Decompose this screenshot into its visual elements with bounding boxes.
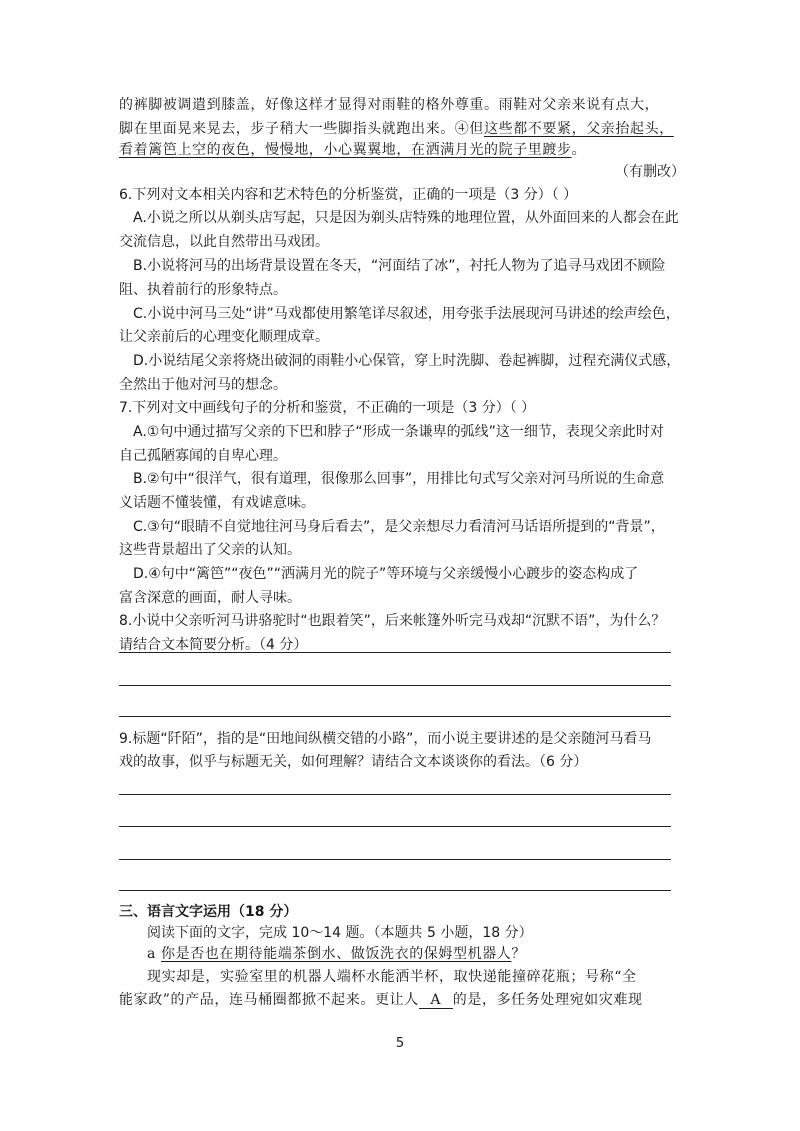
q9-answer-line-2[interactable] xyxy=(119,826,671,827)
q6-stem: 6.下列对文本相关内容和艺术特色的分析鉴赏，正确的一项是（3 分）（ ） xyxy=(119,187,578,203)
passage-line-2-text: 脚在里面晃来晃去，步子稍大一些脚指头就跑出来。④但 xyxy=(119,121,484,137)
q7-option-a-1: A.①句中通过描写父亲的下巴和脖子“形成一条谦卑的弧线”这一细节，表现父亲此时对 xyxy=(133,424,664,440)
q6-option-c-1: C.小说中河马三处“讲”马戏都使用繁笔详尽叙述，用夸张手法展现河马讲述的绘声绘色， xyxy=(133,306,680,322)
q6-option-a-2: 交流信息，以此自然带出马戏团。 xyxy=(119,234,329,250)
q7-option-b-2: 义话题不懂装懂，有戏谑意味。 xyxy=(119,495,315,511)
q7-stem: 7.下列对文中画线句子的分析和鉴赏，不正确的一项是（3 分）（ ） xyxy=(119,400,536,416)
q6-option-b-2: 阻、执着前行的形象特点。 xyxy=(119,282,287,298)
line-c-post: 的是，多任务处理宛如灾难现 xyxy=(452,992,643,1008)
section-3-intro: 阅读下面的文字，完成 10～14 题。（本题共 5 小题，18 分） xyxy=(147,925,533,941)
q9-stem-line-1: 9.标题“阡陌”，指的是“田地间纵横交错的小路”，而小说主要讲述的是父亲随河马看马 xyxy=(119,731,652,747)
q9-answer-line-1[interactable] xyxy=(119,794,671,795)
section-3-line-c xyxy=(119,990,685,1010)
q9-answer-line-3[interactable] xyxy=(119,859,671,860)
q7-option-a-2: 自己孤陋寡闻的自卑心理。 xyxy=(119,448,287,464)
passage-line-1: 的裤脚被调遣到膝盖，好像这样才显得对雨鞋的格外尊重。雨鞋对父亲来说有点大， xyxy=(119,97,660,113)
page-number: 5 xyxy=(395,1036,405,1051)
q6-option-b-1: B.小说将河马的出场背景设置在冬天，“河面结了冰”，衬托人物为了追寻马戏团不顾险 xyxy=(133,258,666,274)
q8-answer-line-2[interactable] xyxy=(119,685,671,686)
q7-option-d-2: 富含深意的画面，耐人寻味。 xyxy=(119,590,301,606)
q8-stem-line-1: 8.小说中父亲听河马讲骆驼时“也跟着笑”，后来帐篷外听完马戏却“沉默不语”，为什么？ xyxy=(119,613,666,629)
section-3-line-b: 现实却是，实验室里的机器人端杯水能洒半杯，取快递能撞碎花瓶；号称“全 xyxy=(147,969,637,985)
q6-option-c-2: 让父亲前后的心理变化顺理成章。 xyxy=(119,329,329,345)
q8-answer-line-3[interactable] xyxy=(119,716,671,717)
q9-stem-line-2: 戏的故事，似乎与标题无关，如何理解？请结合文本谈谈你的看法。（6 分） xyxy=(119,754,588,770)
line-c-pre: 能家政”的产品，连马桶圈都掀不起来。更让人 xyxy=(119,992,419,1008)
section-3-heading: 三、语言文字运用（18 分） xyxy=(119,904,298,920)
q8-stem-line-2: 请结合文本简要分析。（4 分） xyxy=(119,637,308,653)
sentence-a-tail: ？ xyxy=(511,946,527,962)
q7-option-d-1: D.④句中“篱笆”“夜色”“洒满月光的院子”等环境与父亲缓慢小心踱步的姿态构成了 xyxy=(133,566,639,582)
section-3-line-a xyxy=(147,944,685,964)
q6-option-a-1: A.小说之所以从剃头店写起，只是因为剃头店特殊的地理位置，从外面回来的人都会在此 xyxy=(133,210,679,226)
q8-answer-line-1[interactable] xyxy=(119,652,671,653)
q9-answer-line-4[interactable] xyxy=(119,890,671,891)
sentence-a-mark: a xyxy=(147,946,161,962)
passage-line-3 xyxy=(119,140,685,160)
q6-option-d-1: D.小说结尾父亲将烧出破洞的雨鞋小心保管，穿上时洗脚、卷起裤脚，过程充满仪式感， xyxy=(133,353,681,369)
passage-line-2 xyxy=(119,119,685,139)
q7-option-c-1: C.③句“眼睛不自觉地往河马身后看去”，是父亲想尽力看清河马话语所提到的“背景”， xyxy=(133,519,665,535)
q6-option-d-2: 全然出于他对河马的想念。 xyxy=(119,377,287,393)
blank-a[interactable]: A xyxy=(419,992,453,1009)
q7-option-b-1: B.②句中“很洋气，很有道理，很像那么回事”，用排比句式写父亲对河马所说的生命意 xyxy=(133,471,665,487)
q7-option-c-2: 这些背景超出了父亲的认知。 xyxy=(119,542,301,558)
underlined-sentence-4-end: 看着篱笆上空的夜色，慢慢地，小心翼翼地，在洒满月光的院子里踱步 xyxy=(119,142,572,158)
passage-line-3-tail: 。 xyxy=(571,142,587,158)
underlined-sentence-4-start: 这些都不要紧，父亲抬起头， xyxy=(484,121,674,137)
source-note: （有删改） xyxy=(615,164,685,180)
underlined-sentence-a: 你是否也在期待能端茶倒水、做饭洗衣的保姆型机器人 xyxy=(161,946,512,962)
